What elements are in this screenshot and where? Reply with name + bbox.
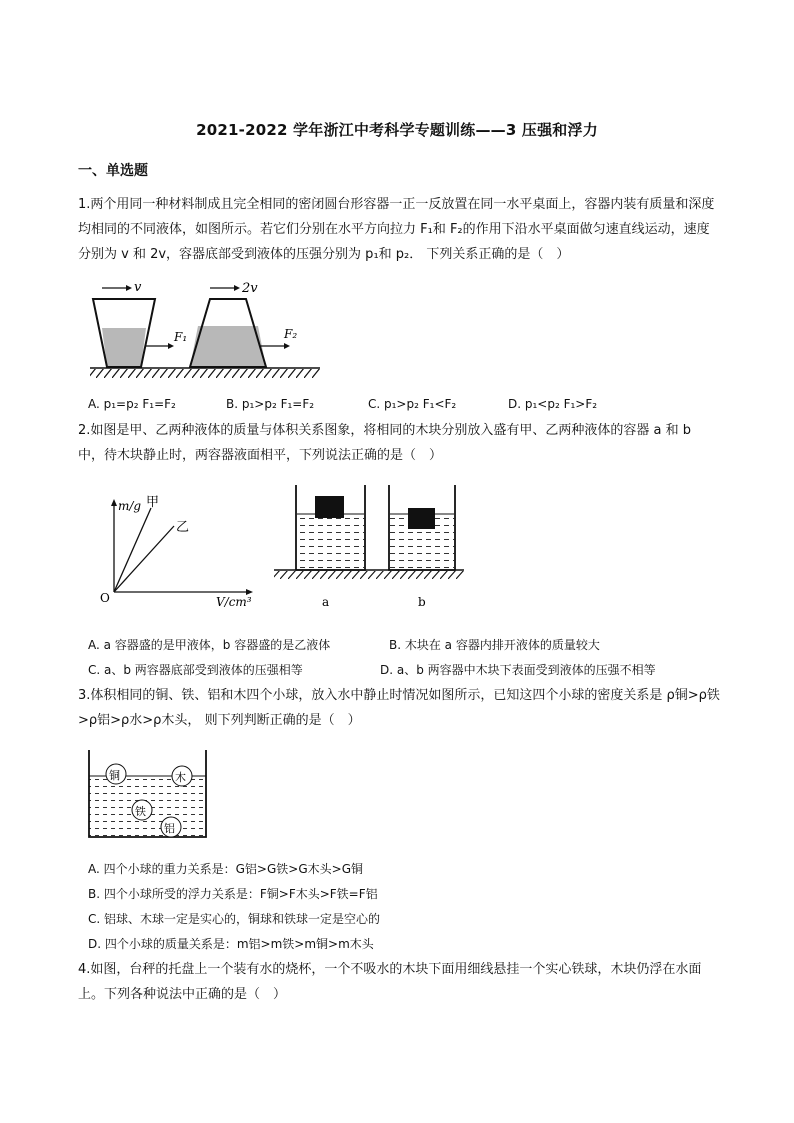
force-2-label: F₂ (284, 327, 298, 341)
q2-graph (96, 488, 266, 613)
velocity-2-label: 2v (242, 281, 258, 296)
q1-figure (88, 278, 328, 378)
q1-option-a[interactable]: A. p₁=p₂ F₁=F₂ (88, 397, 176, 411)
q1-option-d[interactable]: D. p₁<p₂ F₁>F₂ (508, 397, 598, 411)
q2-option-a[interactable]: A. a 容器盛的是甲液体，b 容器盛的是乙液体 (88, 638, 331, 652)
iron-label: 铁 (135, 805, 146, 818)
wood-block-b (408, 508, 435, 529)
velocity-1-label: v (134, 280, 142, 295)
q2-option-d[interactable]: D. a、b 两容器中木块下表面受到液体的压强不相等 (380, 663, 656, 677)
liquid-a (297, 514, 364, 569)
aluminum-label: 铝 (164, 822, 175, 835)
yi-label: 乙 (176, 520, 190, 535)
label-a: a (322, 595, 330, 609)
jia-label: 甲 (146, 495, 160, 510)
q1-option-c[interactable]: C. p₁>p₂ F₁<F₂ (368, 397, 457, 411)
question-1-text: 1.两个用同一种材料制成且完全相同的密闭圆台形容器一正一反放置在同一水平桌面上，容器内装有质量和深度均相同的不同液体，如图所示。若它们分别在水平方向拉力 F₁和 F₂的作用下沿水平桌面做匀速直线运动，速度分别为 v 和 2v，容器底部受到液体的压强分别为 p₁和 p₂． 下列关系正确的是（ ） (78, 197, 715, 262)
page-title: 2021-2022 学年浙江中考科学专题训练——3 压强和浮力 (196, 121, 598, 139)
wood-label: 木 (175, 771, 186, 784)
copper-label: 铜 (109, 769, 120, 782)
question-3-text: 3.体积相同的铜、铁、铝和木四个小球，放入水中静止时情况如图所示，已知这四个小球的密度关系是 ρ铜>ρ铁>ρ铝>ρ水>ρ木头， 则下列判断正确的是（ ） (78, 688, 720, 728)
ground-hatch (90, 369, 320, 378)
question-4-text: 4.如图，台秤的托盘上一个装有水的烧杯，一个不吸水的木块下面用细线悬挂一个实心铁球，木块仍浮在水面上。下列各种说法中正确的是（ ） (78, 962, 702, 1002)
question-2-text: 2.如图是甲、乙两种液体的质量与体积关系图象，将相同的木块分别放入盛有甲、乙两种液体的容器 a 和 b 中，待木块静止时，两容器液面相平，下列说法正确的是（ ） (78, 423, 692, 463)
q1-option-b[interactable]: B. p₁>p₂ F₁=F₂ (226, 397, 315, 411)
x-axis-label: V/cm³ (216, 595, 252, 609)
q2-option-c[interactable]: C. a、b 两容器底部受到液体的压强相等 (88, 663, 303, 677)
line-jia (114, 508, 151, 592)
q2-option-b[interactable]: B. 木块在 a 容器内排开液体的质量较大 (389, 638, 600, 652)
origin-label: O (100, 591, 110, 605)
q3-option-d[interactable]: D. 四个小球的质量关系是：m铝>m铁>m铜>m木头 (88, 937, 374, 951)
section-heading: 一、单选题 (78, 163, 148, 179)
y-axis-label: m/g (118, 499, 142, 513)
force-1-label: F₁ (174, 330, 188, 344)
q3-figure (86, 748, 210, 840)
label-b: b (418, 595, 426, 609)
q3-option-c[interactable]: C. 铝球、木球一定是实心的，铜球和铁球一定是空心的 (88, 912, 381, 926)
line-yi (114, 526, 174, 592)
liquid-2 (190, 326, 266, 367)
q3-option-b[interactable]: B. 四个小球所受的浮力关系是：F铜>F木头>F铁=F铝 (88, 887, 378, 901)
q3-option-a[interactable]: A. 四个小球的重力关系是：G铝>G铁>G木头>G铜 (88, 862, 363, 876)
wood-block-a (315, 496, 344, 518)
q2-containers (272, 480, 466, 610)
liquid-1 (102, 328, 146, 367)
